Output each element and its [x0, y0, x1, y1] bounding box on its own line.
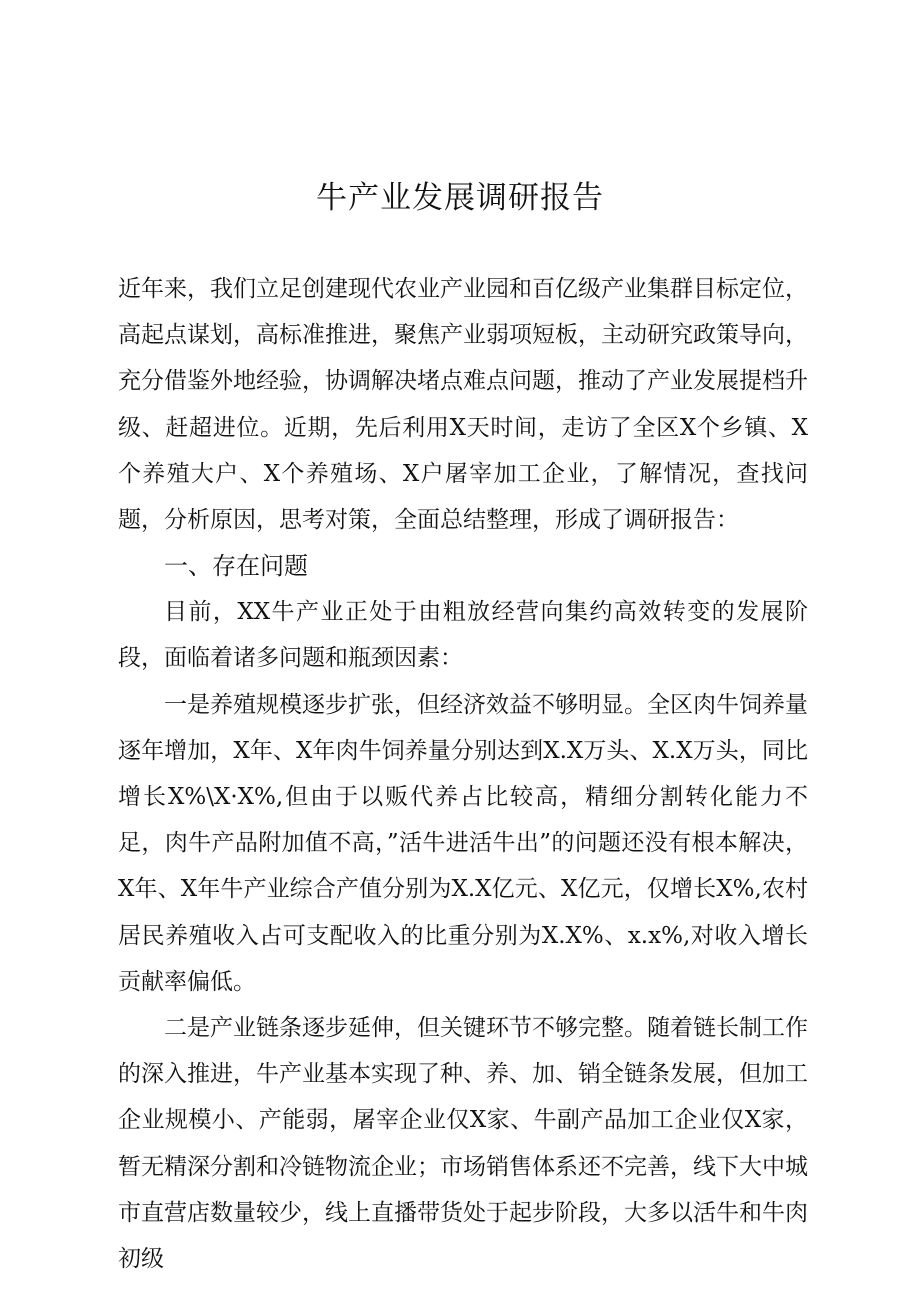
- section-heading-problems: 一、存在问题: [164, 552, 308, 581]
- point-paragraph-1: 一是养殖规模逐步扩张，但经济效益不够明显。全区肉牛饲养量逐年增加，X年、X年肉牛饲养量分别达到X.X万头、X.X万头，同比增长X%\X·X%,但由于以贩代养占比较高，精细分割转化能力不足，肉牛产品附加值不高，”活牛进活牛出”的问题还没有根本解决，X年、X年牛产业综合产值分别为X.X亿元、X亿元，仅增长X%,农村居民养殖收入占可支配收入的比重分别为X.X%、x.x%,对收入增长贡献率偏低。: [118, 691, 808, 995]
- intro-paragraph: 近年来，我们立足创建现代农业产业园和百亿级产业集群目标定位，高起点谋划，高标准推进，聚焦产业弱项短板，主动研究政策导向，充分借鉴外地经验，协调解决堵点难点问题，推动了产业发展提档升级、赶超进位。近期，先后利用X天时间，走访了全区X个乡镇、X个养殖大户、X个养殖场、X户屠宰加工企业，了解情况，查找问题，分析原因，思考对策，全面总结整理，形成了调研报告：: [118, 276, 808, 534]
- point-paragraph-2: 二是产业链条逐步延伸，但关键环节不够完整。随着链长制工作的深入推进，牛产业基本实现了种、养、加、销全链条发展，但加工企业规模小、产能弱，屠宰企业仅X家、牛副产品加工企业仅X家，暂无精深分割和冷链物流企业；市场销售体系还不完善，线下大中城市直营店数量较少，线上直播带货处于起步阶段，大多以活牛和牛肉初级: [118, 1015, 808, 1273]
- document-body: [118, 266, 808, 1282]
- section-lead-paragraph: 目前，XX牛产业正处于由粗放经营向集约高效转变的发展阶段，面临着诸多问题和瓶颈因素：: [118, 599, 808, 672]
- document-title: 牛产业发展调研报告: [316, 180, 604, 216]
